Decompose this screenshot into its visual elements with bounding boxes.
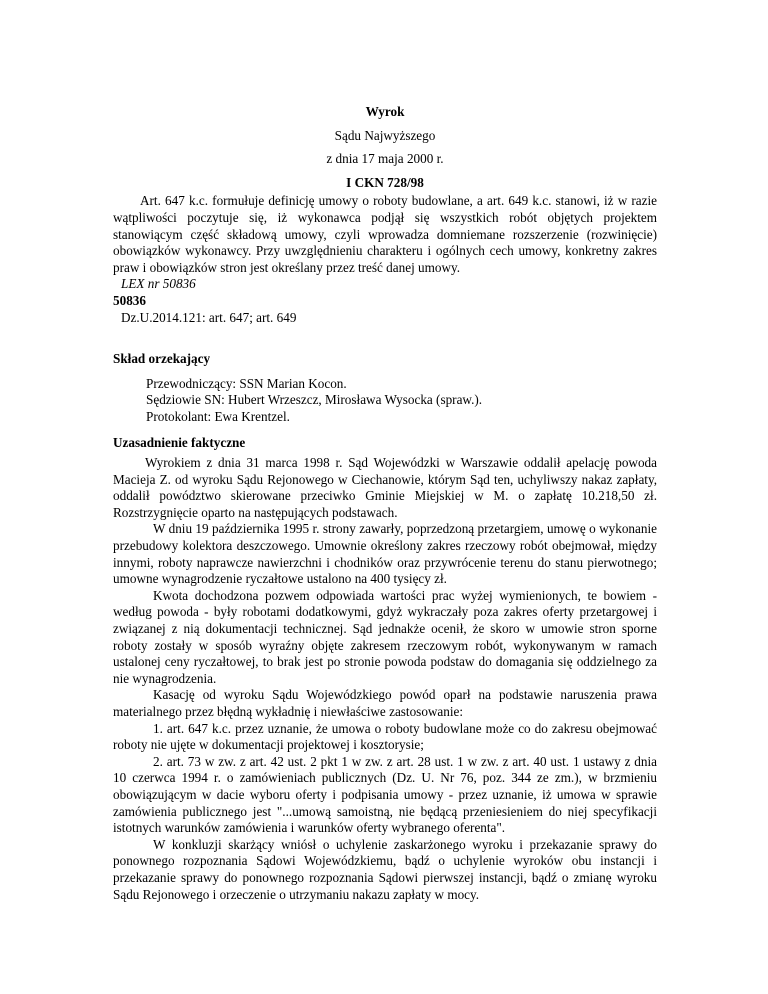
facts-paragraph: Kasację od wyroku Sądu Wojewódzkiego powód oparł na podstawie naruszenia prawa materialnego przez błędną wykładnię i niewłaściwe zastosowanie: [113,687,657,719]
case-signature: I CKN 728/98 [346,174,424,190]
composition-member: Przewodniczący: SSN Marian Kocon. [146,375,347,391]
facts-paragraph: Kwota dochodzona pozwem odpowiada wartości prac wyżej wymienionych, te bowiem - według powoda - były robotami dodatkowymi, gdyż wykraczały poza zakres oferty przetargowej i związanej z nią dokumentacji technicznej. Sąd jednakże ocenił, że skoro w umowie stron sporne roboty zostały w sposób wyraźny objęte zakresem rzeczowym robót, wykonywanym w ramach ustalonej ceny ryczałtowej, to brak jest po stronie powoda podstaw do domagania się oddzielnego za nie wynagrodzenia. [113,587,657,686]
lex-reference: LEX nr 50836 [121,276,196,292]
facts-paragraph: Wyrokiem z dnia 31 marca 1998 r. Sąd Wojewódzki w Warszawie oddalił apelację powoda Macieja Z. od wyroku Sądu Rejonowego w Ciechanowie, którym Sąd ten, uchyliwszy nakaz zapłaty, oddalił powództwo skierowane przeciwko Gminie Miejskiej w M. o zapłatę 10.218,50 zł. Rozstrzygnięcie oparto na następujących podstawach. [113,455,657,520]
facts-paragraph: 1. art. 647 k.c. przez uznanie, że umowa o roboty budowlane może co do zakresu obejmować roboty nie ujęte w dokumentacji projektowej i kosztorysie; [113,720,657,753]
facts-paragraph: 2. art. 73 w zw. z art. 42 ust. 2 pkt 1 w zw. z art. 28 ust. 1 w zw. z art. 40 ust. 1 ustawy z dnia 10 czerwca 1994 r. o zamówieniach publicznych (Dz. U. Nr 76, poz. 344 ze zm.), w brzmieniu obowiązującym w dacie wyboru oferty i podpisania umowy - przez uznanie, iż umowa w sprawie zamówienia publicznego jest "...umową samoistną, nie będącą przeniesieniem do niej specyfikacji istotnych warunków zamówienia i warunków oferty wybranego oferenta". [113,753,657,836]
lex-number: 50836 [113,292,146,308]
facts-heading: Uzasadnienie faktyczne [113,434,246,450]
facts-paragraph: W konkluzji skarżący wniósł o uchylenie zaskarżonego wyroku i przekazanie sprawy do ponownego rozpoznania Sądowi Wojewódzkiemu, bądź o uchylenie wyroków obu instancji i przekazanie sprawy do ponownego rozpoznania Sądowi pierwszej instancji, bądź o zmianę wyroku Sądu Rejonowego i orzeczenie o utrzymaniu nakazu zapłaty w mocy. [113,836,657,902]
composition-heading: Skład orzekający [113,351,211,367]
spacer [113,326,657,351]
composition-member: Protokolant: Ewa Krentzel. [146,408,290,424]
composition-list [113,376,657,426]
document-title: Wyrok [365,104,405,119]
thesis-paragraph: Art. 647 k.c. formułuje definicję umowy o roboty budowlane, a art. 649 k.c. stanowi, iż w razie wątpliwości poczytuje się, iż wykonawca podjął się wszystkich robót objętych projektem stanowiącym część składową umowy, czyli wprowadza domniemane rozszerzenie (rozwinięcie) obowiązków wykonawcy. Przy uwzględnieniu charakteru i ogólnych cech umowy, konkretny zakres praw i obowiązków stron jest określany przez treść danej umowy. [113,193,657,275]
facts-paragraph: W dniu 19 października 1995 r. strony zawarły, poprzedzoną przetargiem, umowę o wykonanie przebudowy kolektora deszczowego. Umownie określony zakres rzeczowy robót obejmował, między innymi, roboty naprawcze nawierzchni i chodników oraz przywrócenie terenu do stanu pierwotnego; umowne wynagrodzenie ryczałtowe ustalono na 400 tysięcy zł. [113,521,657,587]
composition-member: Sędziowie SN: Hubert Wrzeszcz, Mirosława Wysocka (spraw.). [146,392,483,408]
legal-basis: Dz.U.2014.121: art. 647; art. 649 [121,309,297,325]
court-name: Sądu Najwyższego [334,127,436,143]
document-content [113,104,657,903]
judgment-date: z dnia 17 maja 2000 r. [326,151,444,167]
